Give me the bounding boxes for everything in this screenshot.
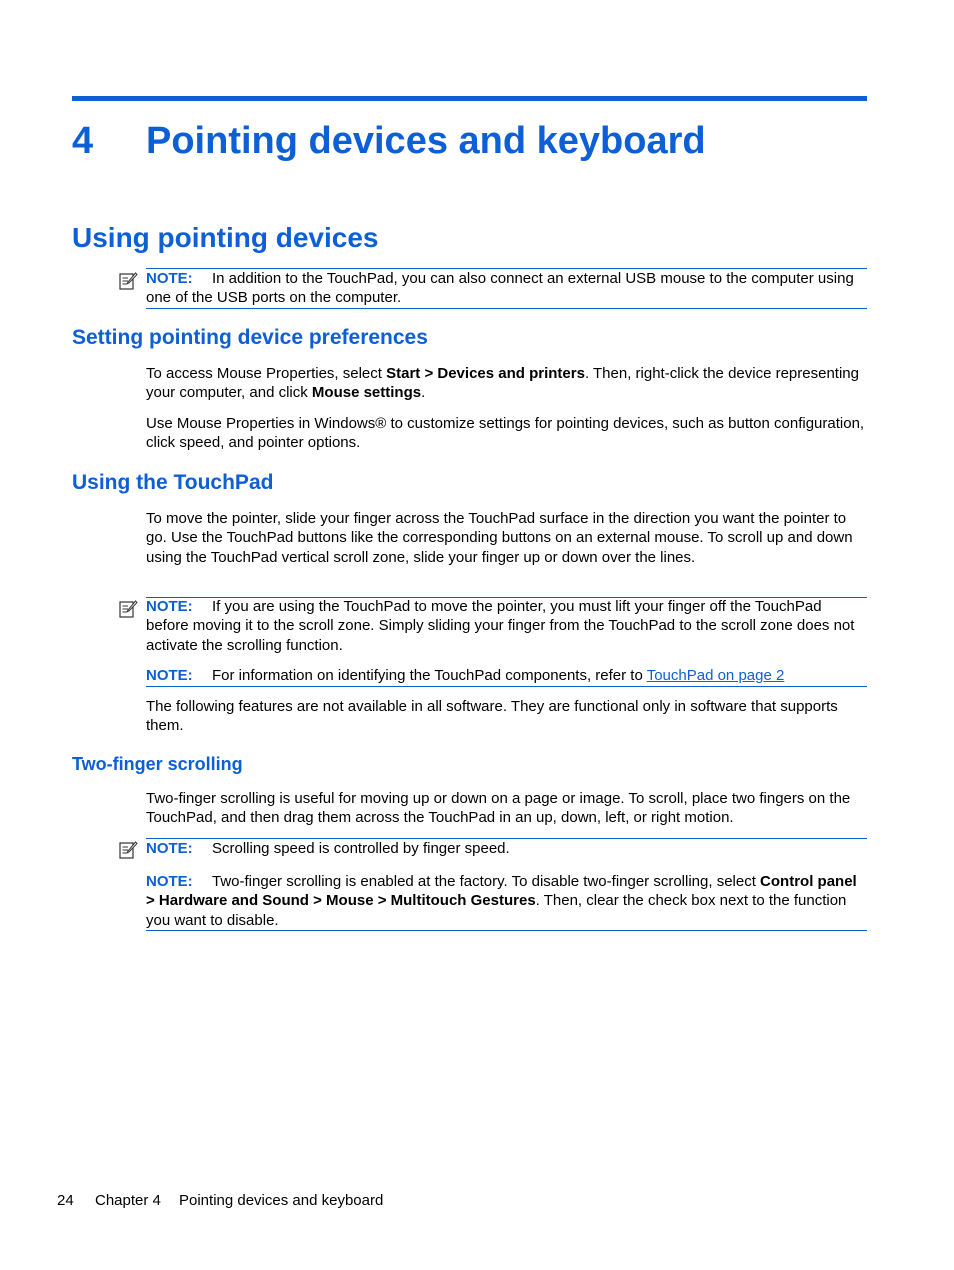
paragraph-features-availability: The following features are not available in all software. They are functional only in software that supports them. <box>146 698 838 735</box>
footer-page-number: 24 <box>57 1192 74 1209</box>
bold-control-panel-path: Control panel > Hardware and Sound > Mouse > Multitouch Gestures <box>146 873 857 910</box>
chapter-title <box>72 120 706 163</box>
footer-title: Pointing devices and keyboard <box>179 1192 384 1209</box>
bold-mouse-settings: Mouse settings <box>311 384 422 402</box>
note-text: Two-finger scrolling is enabled at the factory. To disable two-finger scrolling, select <box>212 873 761 890</box>
chapter-top-rule <box>72 96 867 101</box>
section-heading-using-pointing-devices: Using pointing devices <box>72 222 379 253</box>
note-usb-mouse <box>146 269 867 308</box>
page-footer <box>57 1192 383 1209</box>
note-label: NOTE: <box>146 873 193 890</box>
touchpad-page-link[interactable]: TouchPad on page 2 <box>646 667 785 684</box>
footer-chapter: Chapter 4 <box>95 1192 161 1209</box>
text-run: To access Mouse Properties, select <box>146 365 387 382</box>
paragraph-two-finger-scrolling: Two-finger scrolling is useful for moving up or down on a page or image. To scroll, place two fingers on the TouchPad, and then drag them across the TouchPad in an up, down, left, or right motion. <box>146 790 851 827</box>
note-text: In addition to the TouchPad, you can also connect an external USB mouse to the computer using one of the USB ports on the computer. <box>146 270 854 307</box>
paragraph-touchpad-move: To move the pointer, slide your finger across the TouchPad surface in the direction you want the pointer to go. Use the TouchPad buttons like the corresponding buttons on an external mouse. To scroll up and down using the TouchPad vertical scroll zone, slide your finger up or down over the lines. <box>146 510 853 566</box>
bold-menu-path: Start > Devices and printers <box>386 365 585 382</box>
text-run: . Then, right-click the device representing your computer, and click <box>146 365 859 402</box>
note-text: If you are using the TouchPad to move the pointer, you must lift your finger off the TouchPad before moving it to the scroll zone. Simply sliding your finger from the TouchPad to the scroll zone does not activate the scrolling function. <box>146 598 855 654</box>
note-icon <box>118 840 138 860</box>
note-text: . Then, clear the check box next to the function you want to disable. <box>146 892 847 929</box>
note-icon <box>118 599 138 619</box>
note-disable-two-finger <box>146 872 867 930</box>
note-label: NOTE: <box>146 598 193 615</box>
note-scrolling-speed <box>146 839 867 858</box>
note-bottom-rule <box>146 930 867 931</box>
note-label: NOTE: <box>146 840 193 857</box>
note-label: NOTE: <box>146 270 193 287</box>
note-bottom-rule <box>146 686 867 687</box>
note-touchpad-components <box>146 666 867 685</box>
paragraph-mouse-properties-access <box>146 364 867 403</box>
text-run: . <box>421 384 426 402</box>
chapter-title-text: Pointing devices and keyboard <box>146 120 706 162</box>
note-icon <box>118 271 138 291</box>
paragraph-mouse-properties-customize: Use Mouse Properties in Windows® to customize settings for pointing devices, such as button configuration, click speed, and pointer options. <box>146 415 865 452</box>
section-heading-two-finger-scrolling: Two-finger scrolling <box>72 754 243 774</box>
section-heading-touchpad: Using the TouchPad <box>72 471 274 494</box>
note-text: Scrolling speed is controlled by finger speed. <box>212 840 510 857</box>
note-text: For information on identifying the TouchPad components, refer to <box>212 667 647 684</box>
note-label: NOTE: <box>146 667 193 684</box>
section-heading-preferences: Setting pointing device preferences <box>72 326 428 349</box>
note-scroll-zone <box>146 597 867 655</box>
chapter-number: 4 <box>72 120 94 162</box>
note-bottom-rule <box>146 308 867 309</box>
